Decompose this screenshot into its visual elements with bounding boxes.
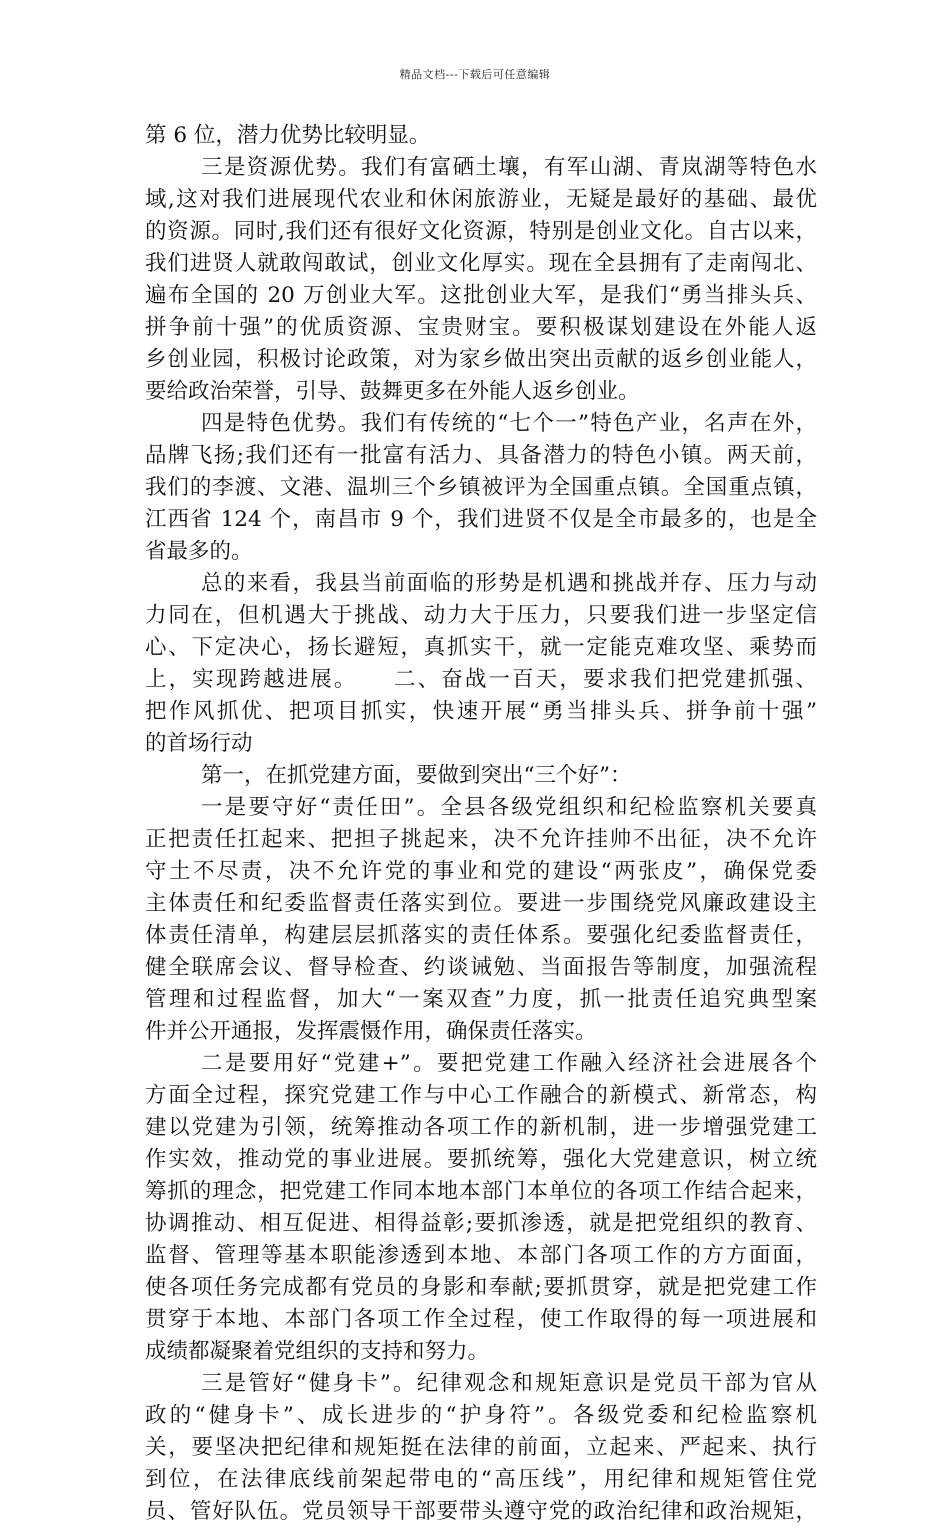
text-line: 政的“健身卡”、成长进步的“护身符”。各级党委和纪检监察机 (145, 1403, 817, 1428)
text-line: 的资源。同时,我们还有很好文化资源，特别是创业文化。自古以来， (145, 219, 817, 244)
text-line: 上，实现跨越进展。 二、奋战一百天，要求我们把党建抓强、 (145, 667, 817, 692)
text-line: 把作风抓优、把项目抓实，快速开展“勇当排头兵、拼争前十强” (145, 699, 817, 724)
text-line: 体责任清单，构建层层抓落实的责任体系。要强化纪委监督责任， (145, 923, 817, 948)
text-line: 第一，在抓党建方面，要做到突出“三个好”： (201, 763, 632, 788)
text-line: 正把责任扛起来、把担子挑起来，决不允许挂帅不出征，决不允许 (145, 827, 817, 852)
text-line: 我们进贤人就敢闯敢试，创业文化厚实。现在全县拥有了走南闯北、 (145, 251, 817, 276)
text-line: 主体责任和纪委监督责任落实到位。要进一步围绕党风廉政建设主 (145, 891, 817, 916)
text-line: 总的来看，我县当前面临的形势是机遇和挑战并存、压力与动 (201, 571, 817, 596)
text-line: 品牌飞扬;我们还有一批富有活力、具备潜力的特色小镇。两天前， (145, 443, 817, 468)
text-line: 江西省 124 个，南昌市 9 个，我们进贤不仅是全市最多的，也是全 (145, 507, 817, 532)
page-header: 精品文档---下载后可任意编辑 (399, 68, 551, 81)
body-text (145, 120, 817, 1528)
text-line: 域,这对我们进展现代农业和休闲旅游业，无疑是最好的基础、最优 (145, 187, 817, 212)
text-line: 成绩都凝聚着党组织的支持和努力。 (145, 1339, 490, 1364)
text-line: 监督、管理等基本职能渗透到本地、本部门各项工作的方方面面， (145, 1243, 817, 1268)
text-line: 筹抓的理念，把党建工作同本地本部门本单位的各项工作结合起来， (145, 1179, 817, 1204)
text-line: 乡创业园，积极讨论政策，对为家乡做出突出贡献的返乡创业能人， (145, 347, 817, 372)
text-line: 要给政治荣誉，引导、鼓舞更多在外能人返乡创业。 (145, 379, 640, 404)
text-line: 三是资源优势。我们有富硒土壤，有军山湖、青岚湖等特色水 (201, 155, 817, 180)
text-line: 协调推动、相互促进、相得益彰;要抓渗透，就是把党组织的教育、 (145, 1211, 817, 1236)
text-line: 心、下定决心，扬长避短，真抓实干，就一定能克难攻坚、乘势而 (145, 635, 817, 660)
text-line: 拼争前十强”的优质资源、宝贵财宝。要积极谋划建设在外能人返 (145, 315, 817, 340)
text-line: 二是要用好“党建+”。要把党建工作融入经济社会进展各个 (201, 1051, 817, 1076)
text-line: 遍布全国的 20 万创业大军。这批创业大军，是我们“勇当排头兵、 (145, 283, 817, 308)
text-line: 员、管好队伍。党员领导干部要带头遵守党的政治纪律和政治规矩， (145, 1499, 817, 1524)
text-line: 件并公开通报，发挥震慑作用，确保责任落实。 (145, 1019, 597, 1044)
text-line: 建以党建为引领，统筹推动各项工作的新机制，进一步增强党建工 (145, 1115, 817, 1140)
text-line: 第 6 位，潜力优势比较明显。 (145, 123, 431, 148)
text-line: 贯穿于本地、本部门各项工作全过程，使工作取得的每一项进展和 (145, 1307, 817, 1332)
text-line: 使各项任务完成都有党员的身影和奉献;要抓贯穿，就是把党建工作 (145, 1275, 817, 1300)
text-line: 关，要坚决把纪律和规矩挺在法律的前面，立起来、严起来、执行 (145, 1435, 817, 1460)
text-line: 一是要守好“责任田”。全县各级党组织和纪检监察机关要真 (201, 795, 817, 820)
text-line: 健全联席会议、督导检查、约谈诫勉、当面报告等制度，加强流程 (145, 955, 817, 980)
text-line: 方面全过程，探究党建工作与中心工作融合的新模式、新常态，构 (145, 1083, 817, 1108)
text-line: 守土不尽责，决不允许党的事业和党的建设“两张皮”，确保党委 (145, 859, 817, 884)
text-line: 四是特色优势。我们有传统的“七个一”特色产业，名声在外， (201, 411, 817, 436)
text-line: 我们的李渡、文港、温圳三个乡镇被评为全国重点镇。全国重点镇， (145, 475, 817, 500)
text-line: 到位，在法律底线前架起带电的“高压线”，用纪律和规矩管住党 (145, 1467, 817, 1492)
text-line: 省最多的。 (145, 539, 253, 564)
text-line: 三是管好“健身卡”。纪律观念和规矩意识是党员干部为官从 (201, 1371, 817, 1396)
text-line: 作实效，推动党的事业进展。要抓统筹，强化大党建意识，树立统 (145, 1147, 817, 1172)
text-line: 力同在，但机遇大于挑战、动力大于压力，只要我们进一步坚定信 (145, 603, 817, 628)
text-line: 管理和过程监督，加大“一案双查”力度，抓一批责任追究典型案 (145, 987, 817, 1012)
text-line: 的首场行动 (145, 731, 253, 756)
